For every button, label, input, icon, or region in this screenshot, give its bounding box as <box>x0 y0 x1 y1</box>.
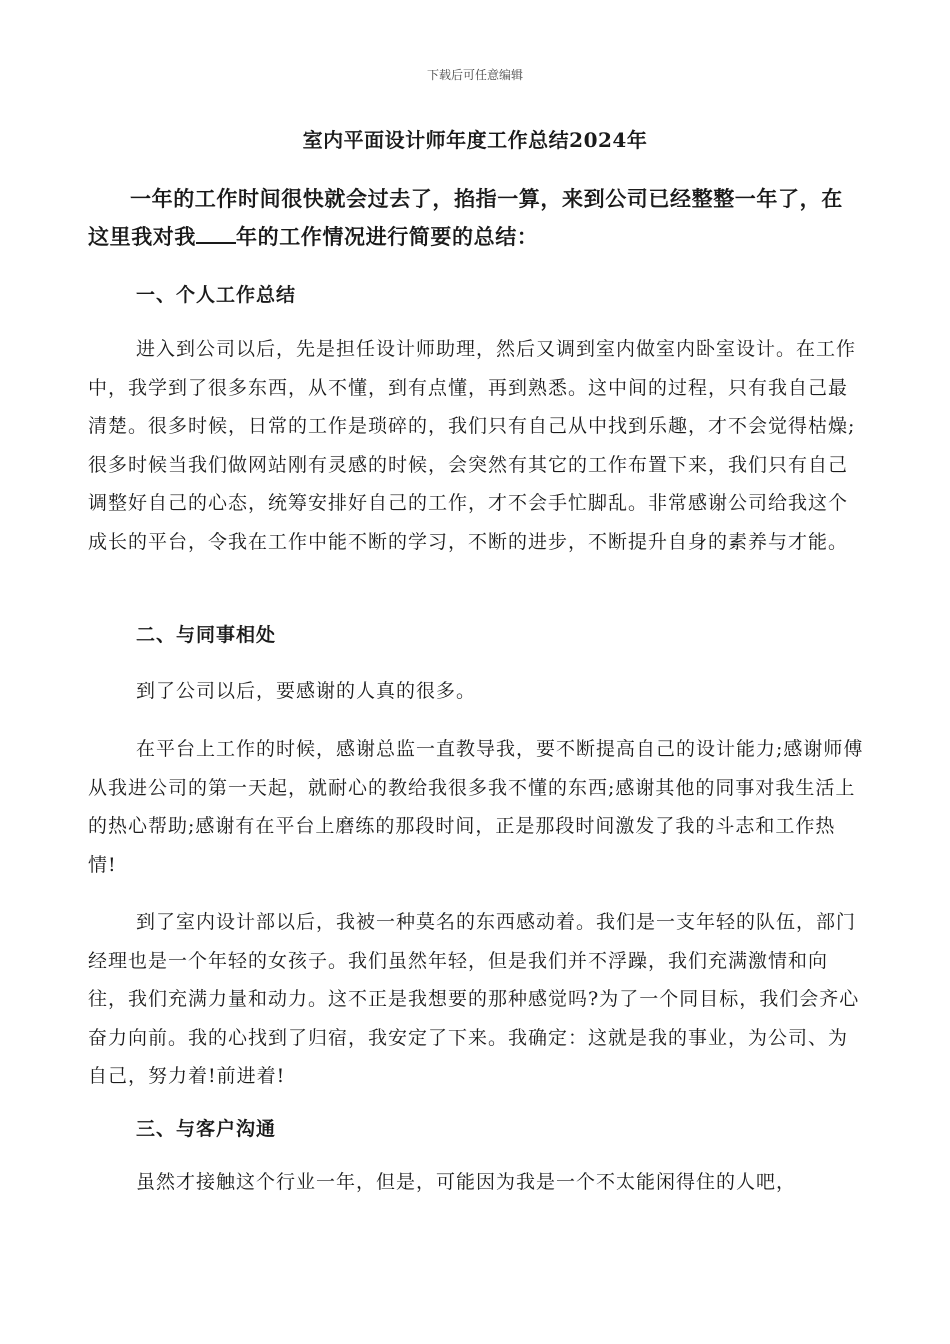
header-note: 下载后可任意编辑 <box>426 68 523 82</box>
document-title: 室内平面设计师年度工作总结2024年 <box>302 128 648 152</box>
intro-paragraph <box>88 180 864 256</box>
intro-text-before: 一年的工作时间很快就会过去了，掐指一算，来到公司已经整整一年了，在这里我对我 <box>88 186 843 249</box>
section-2-paragraph-2 <box>88 730 864 884</box>
blank-underline <box>196 224 236 244</box>
paragraph-text: 进入到公司以后，先是担任设计师助理，然后又调到室内做室内卧室设计。在工作中，我学到了很多东西，从不懂，到有点懂，再到熟悉。这中间的过程，只有我自己最清楚。很多时候，日常的工作是琐碎的，我们只有自己从中找到乐趣，才不会觉得枯燥;很多时候当我们做网站刚有灵感的时候，会突然有其它的工作布置下来，我们只有自己调整好自己的心态，统筹安排好自己的工作，才不会手忙脚乱。非常感谢公司给我这个成长的平台，令我在工作中能不断的学习，不断的进步，不断提升自身的素养与才能。 <box>88 338 857 553</box>
paragraph-text: 到了公司以后，要感谢的人真的很多。 <box>136 680 477 702</box>
paragraph-text: 到了室内设计部以后，我被一种莫名的东西感动着。我们是一支年轻的队伍，部门经理也是一个年轻的女孩子。我们虽然年轻，但是我们并不浮躁，我们充满激情和向往，我们充满力量和动力。这不正是我想要的那种感觉吗?为了一个同目标，我们会齐心奋力向前。我的心找到了归宿，我安定了下来。我确定：这就是我的事业，为公司、为自己，努力着!前进着! <box>88 911 860 1087</box>
paragraph-text: 在平台上工作的时候，感谢总监一直教导我，要不断提高自己的设计能力;感谢师傅从我进公司的第一天起，就耐心的教给我很多我不懂的东西;感谢其他的同事对我生活上的热心帮助;感谢有在平台上磨练的那段时间，正是那段时间激发了我的斗志和工作热情! <box>88 738 864 876</box>
section-2-paragraph-3 <box>88 903 864 1096</box>
section-heading-2: 二、与同事相处 <box>136 624 277 646</box>
intro-text-after: 年的工作情况进行简要的总结： <box>236 224 539 249</box>
section-3-paragraph-1 <box>88 1163 864 1202</box>
section-1-paragraph-1 <box>88 330 864 561</box>
section-heading-3: 三、与客户沟通 <box>136 1118 277 1140</box>
section-2-paragraph-1 <box>88 672 864 711</box>
paragraph-text: 虽然才接触这个行业一年，但是，可能因为我是一个不太能闲得住的人吧， <box>136 1171 797 1193</box>
section-heading-1: 一、个人工作总结 <box>136 284 297 306</box>
